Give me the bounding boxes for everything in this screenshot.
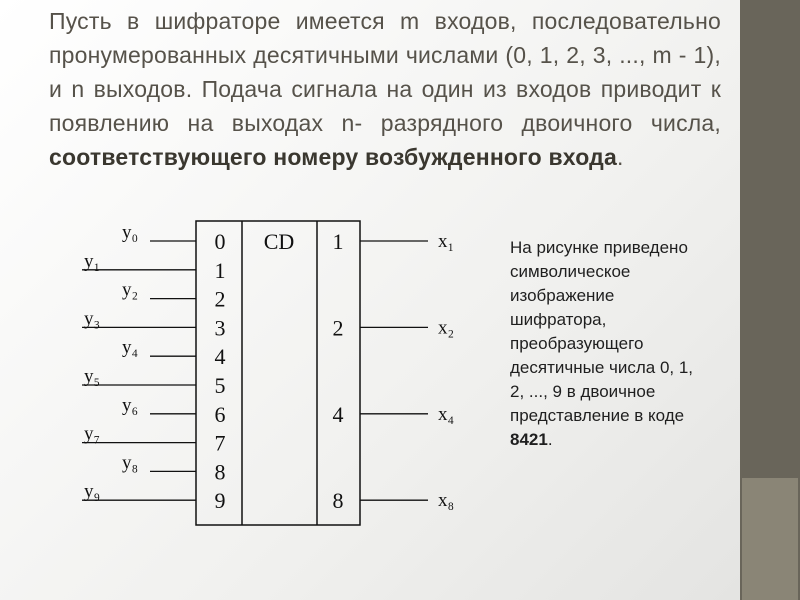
note-code: 8421 bbox=[510, 430, 548, 449]
input-number: 1 bbox=[214, 257, 226, 283]
input-number: 5 bbox=[214, 373, 226, 398]
output-number: 8 bbox=[332, 488, 344, 514]
output-lines bbox=[333, 229, 455, 513]
input-label: y₅ bbox=[84, 366, 101, 387]
input-number: 4 bbox=[214, 344, 226, 370]
output-label: x₈ bbox=[438, 490, 455, 512]
output-label: x₂ bbox=[438, 317, 455, 339]
note-text: На рисунке приведено символическое изображение шифратора, преобразующего десятичные числа 0, 1, 2, ..., 9 в двоичное представление в коде bbox=[510, 238, 694, 425]
input-lines bbox=[82, 222, 226, 513]
input-label: y₆ bbox=[122, 394, 139, 416]
input-number: 0 bbox=[214, 229, 226, 254]
input-number: 6 bbox=[214, 401, 226, 427]
output-label: x₄ bbox=[438, 403, 455, 425]
output-number: 2 bbox=[332, 315, 344, 341]
intro-emphasis: соответствующего номеру возбужденного входа bbox=[49, 144, 617, 170]
input-number: 2 bbox=[214, 286, 226, 312]
note-paragraph bbox=[510, 236, 710, 452]
input-label: y₃ bbox=[84, 308, 101, 330]
input-label: y₄ bbox=[122, 337, 139, 359]
note-end: . bbox=[547, 430, 553, 449]
input-label: y₁ bbox=[84, 250, 101, 272]
input-label: y₀ bbox=[122, 222, 139, 243]
input-label: y₈ bbox=[122, 452, 139, 474]
input-number: 7 bbox=[214, 430, 226, 456]
input-label: y₉ bbox=[84, 481, 101, 503]
intro-end: . bbox=[616, 144, 624, 170]
input-number: 8 bbox=[214, 459, 226, 485]
output-label: x₁ bbox=[438, 231, 455, 252]
output-number: 1 bbox=[332, 229, 344, 254]
output-number: 4 bbox=[332, 401, 344, 427]
input-number: 3 bbox=[214, 315, 226, 341]
intro-text: Пусть в шифраторе имеется m входов, последовательно пронумерованных десятичными числами (0, 1, 2, 3, ..., m - 1), и n выходов. Подача сигнала на один из входов приводит к появлению на выходах n- разрядного двоичного числа, bbox=[49, 8, 721, 136]
input-label: y₂ bbox=[122, 279, 139, 301]
encoder-label: CD bbox=[263, 229, 295, 254]
input-label: y₇ bbox=[84, 423, 101, 445]
input-number: 9 bbox=[214, 488, 226, 514]
